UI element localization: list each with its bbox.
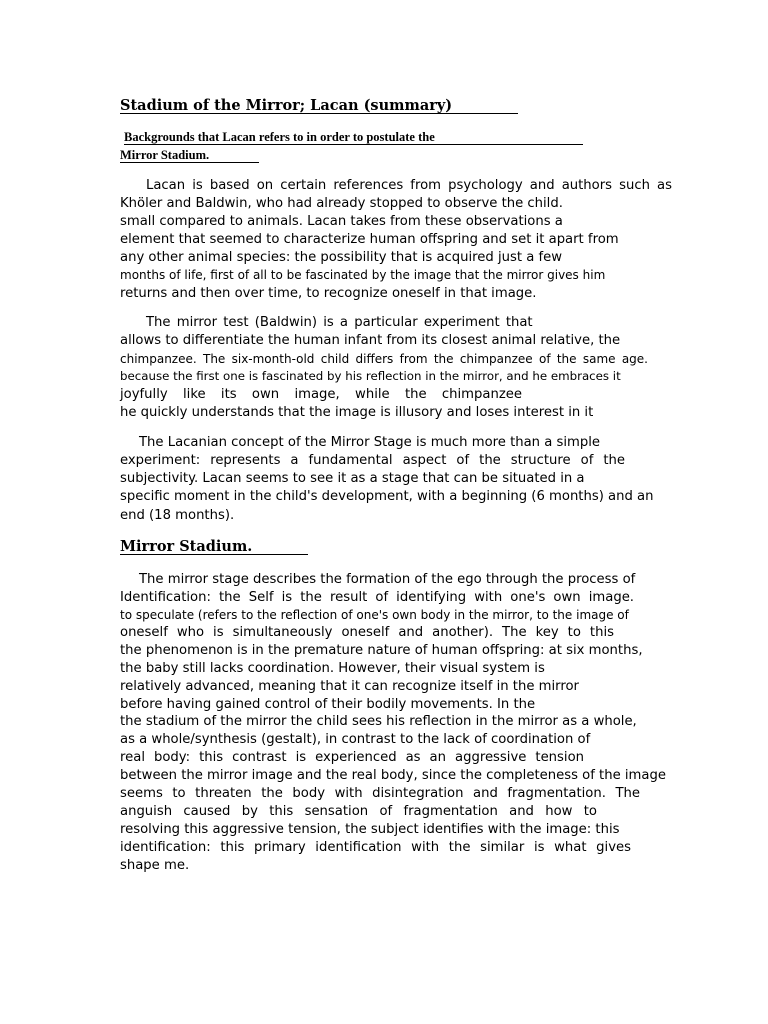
paragraph-4-line: between the mirror image and the real body, since the completeness of the image bbox=[120, 768, 666, 783]
paragraph-4-line: anguish caused by this sensation of fragmentation and how to bbox=[120, 804, 597, 819]
paragraph-1-line: element that seemed to characterize human offspring and set it apart from bbox=[120, 232, 619, 247]
subheading-line-1 bbox=[124, 130, 583, 145]
paragraph-4-line: resolving this aggressive tension, the subject identifies with the image: this bbox=[120, 822, 620, 837]
section-heading bbox=[120, 538, 308, 555]
paragraph-1-line: months of life, first of all to be fascinated by the image that the mirror gives him bbox=[120, 268, 606, 282]
paragraph-4-line: Identification: the Self is the result of identifying with one's own image. bbox=[120, 590, 634, 605]
paragraph-2-line: allows to differentiate the human infant from its closest animal relative, the bbox=[120, 333, 621, 348]
paragraph-4-line: to speculate (refers to the reflection of one's own body in the mirror, to the image of bbox=[120, 608, 629, 622]
paragraph-3-line: experiment: represents a fundamental aspect of the structure of the bbox=[120, 453, 625, 468]
paragraph-3-line: The Lacanian concept of the Mirror Stage is much more than a simple bbox=[139, 435, 601, 450]
paragraph-4-line: oneself who is simultaneously oneself and another). The key to this bbox=[120, 625, 614, 640]
paragraph-4-line: before having gained control of their bodily movements. In the bbox=[120, 697, 536, 712]
paragraph-4-line: as a whole/synthesis (gestalt), in contrast to the lack of coordination of bbox=[120, 732, 591, 747]
paragraph-2-line: The mirror test (Baldwin) is a particular experiment that bbox=[146, 315, 533, 330]
paragraph-4-line: shape me. bbox=[120, 858, 190, 873]
paragraph-3-line: specific moment in the child's development, with a beginning (6 months) and an bbox=[120, 489, 654, 504]
section-heading-text: Mirror Stadium. bbox=[120, 539, 308, 555]
subheading-line-2 bbox=[120, 148, 259, 163]
paragraph-2-line: joyfully like its own image, while the chimpanzee bbox=[120, 387, 522, 402]
paragraph-1-line: any other animal species: the possibility that is acquired just a few bbox=[120, 250, 563, 265]
paragraph-4-line: identification: this primary identification with the similar is what gives bbox=[120, 840, 631, 855]
document-title bbox=[120, 97, 518, 114]
paragraph-1-line: small compared to animals. Lacan takes from these observations a bbox=[120, 214, 563, 229]
subheading-line-2-text: Mirror Stadium. bbox=[120, 149, 259, 163]
paragraph-2-line: he quickly understands that the image is illusory and loses interest in it bbox=[120, 405, 594, 420]
paragraph-3-line: end (18 months). bbox=[120, 508, 235, 523]
paragraph-4-line: The mirror stage describes the formation of the ego through the process of bbox=[139, 572, 636, 587]
paragraph-1-line: returns and then over time, to recognize oneself in that image. bbox=[120, 286, 537, 301]
paragraph-2-line: because the first one is fascinated by his reflection in the mirror, and he embraces it bbox=[120, 369, 621, 383]
document-title-text: Stadium of the Mirror; Lacan (summary) bbox=[120, 98, 518, 114]
paragraph-2-line: chimpanzee. The six-month-old child differs from the chimpanzee of the same age. bbox=[120, 352, 648, 366]
paragraph-1-line: Lacan is based on certain references from psychology and authors such as bbox=[146, 178, 672, 193]
paragraph-1-line: Khöler and Baldwin, who had already stopped to observe the child. bbox=[120, 196, 563, 211]
paragraph-4-line: the baby still lacks coordination. However, their visual system is bbox=[120, 661, 545, 676]
paragraph-4-line: the phenomenon is in the premature nature of human offspring: at six months, bbox=[120, 643, 643, 658]
paragraph-4-line: real body: this contrast is experienced as an aggressive tension bbox=[120, 750, 584, 765]
paragraph-4-line: the stadium of the mirror the child sees his reflection in the mirror as a whole, bbox=[120, 714, 637, 729]
paragraph-4-line: seems to threaten the body with disintegration and fragmentation. The bbox=[120, 786, 640, 801]
paragraph-4-line: relatively advanced, meaning that it can recognize itself in the mirror bbox=[120, 679, 579, 694]
subheading-line-1-text: Backgrounds that Lacan refers to in order to postulate the bbox=[124, 131, 583, 145]
paragraph-3-line: subjectivity. Lacan seems to see it as a stage that can be situated in a bbox=[120, 471, 585, 486]
